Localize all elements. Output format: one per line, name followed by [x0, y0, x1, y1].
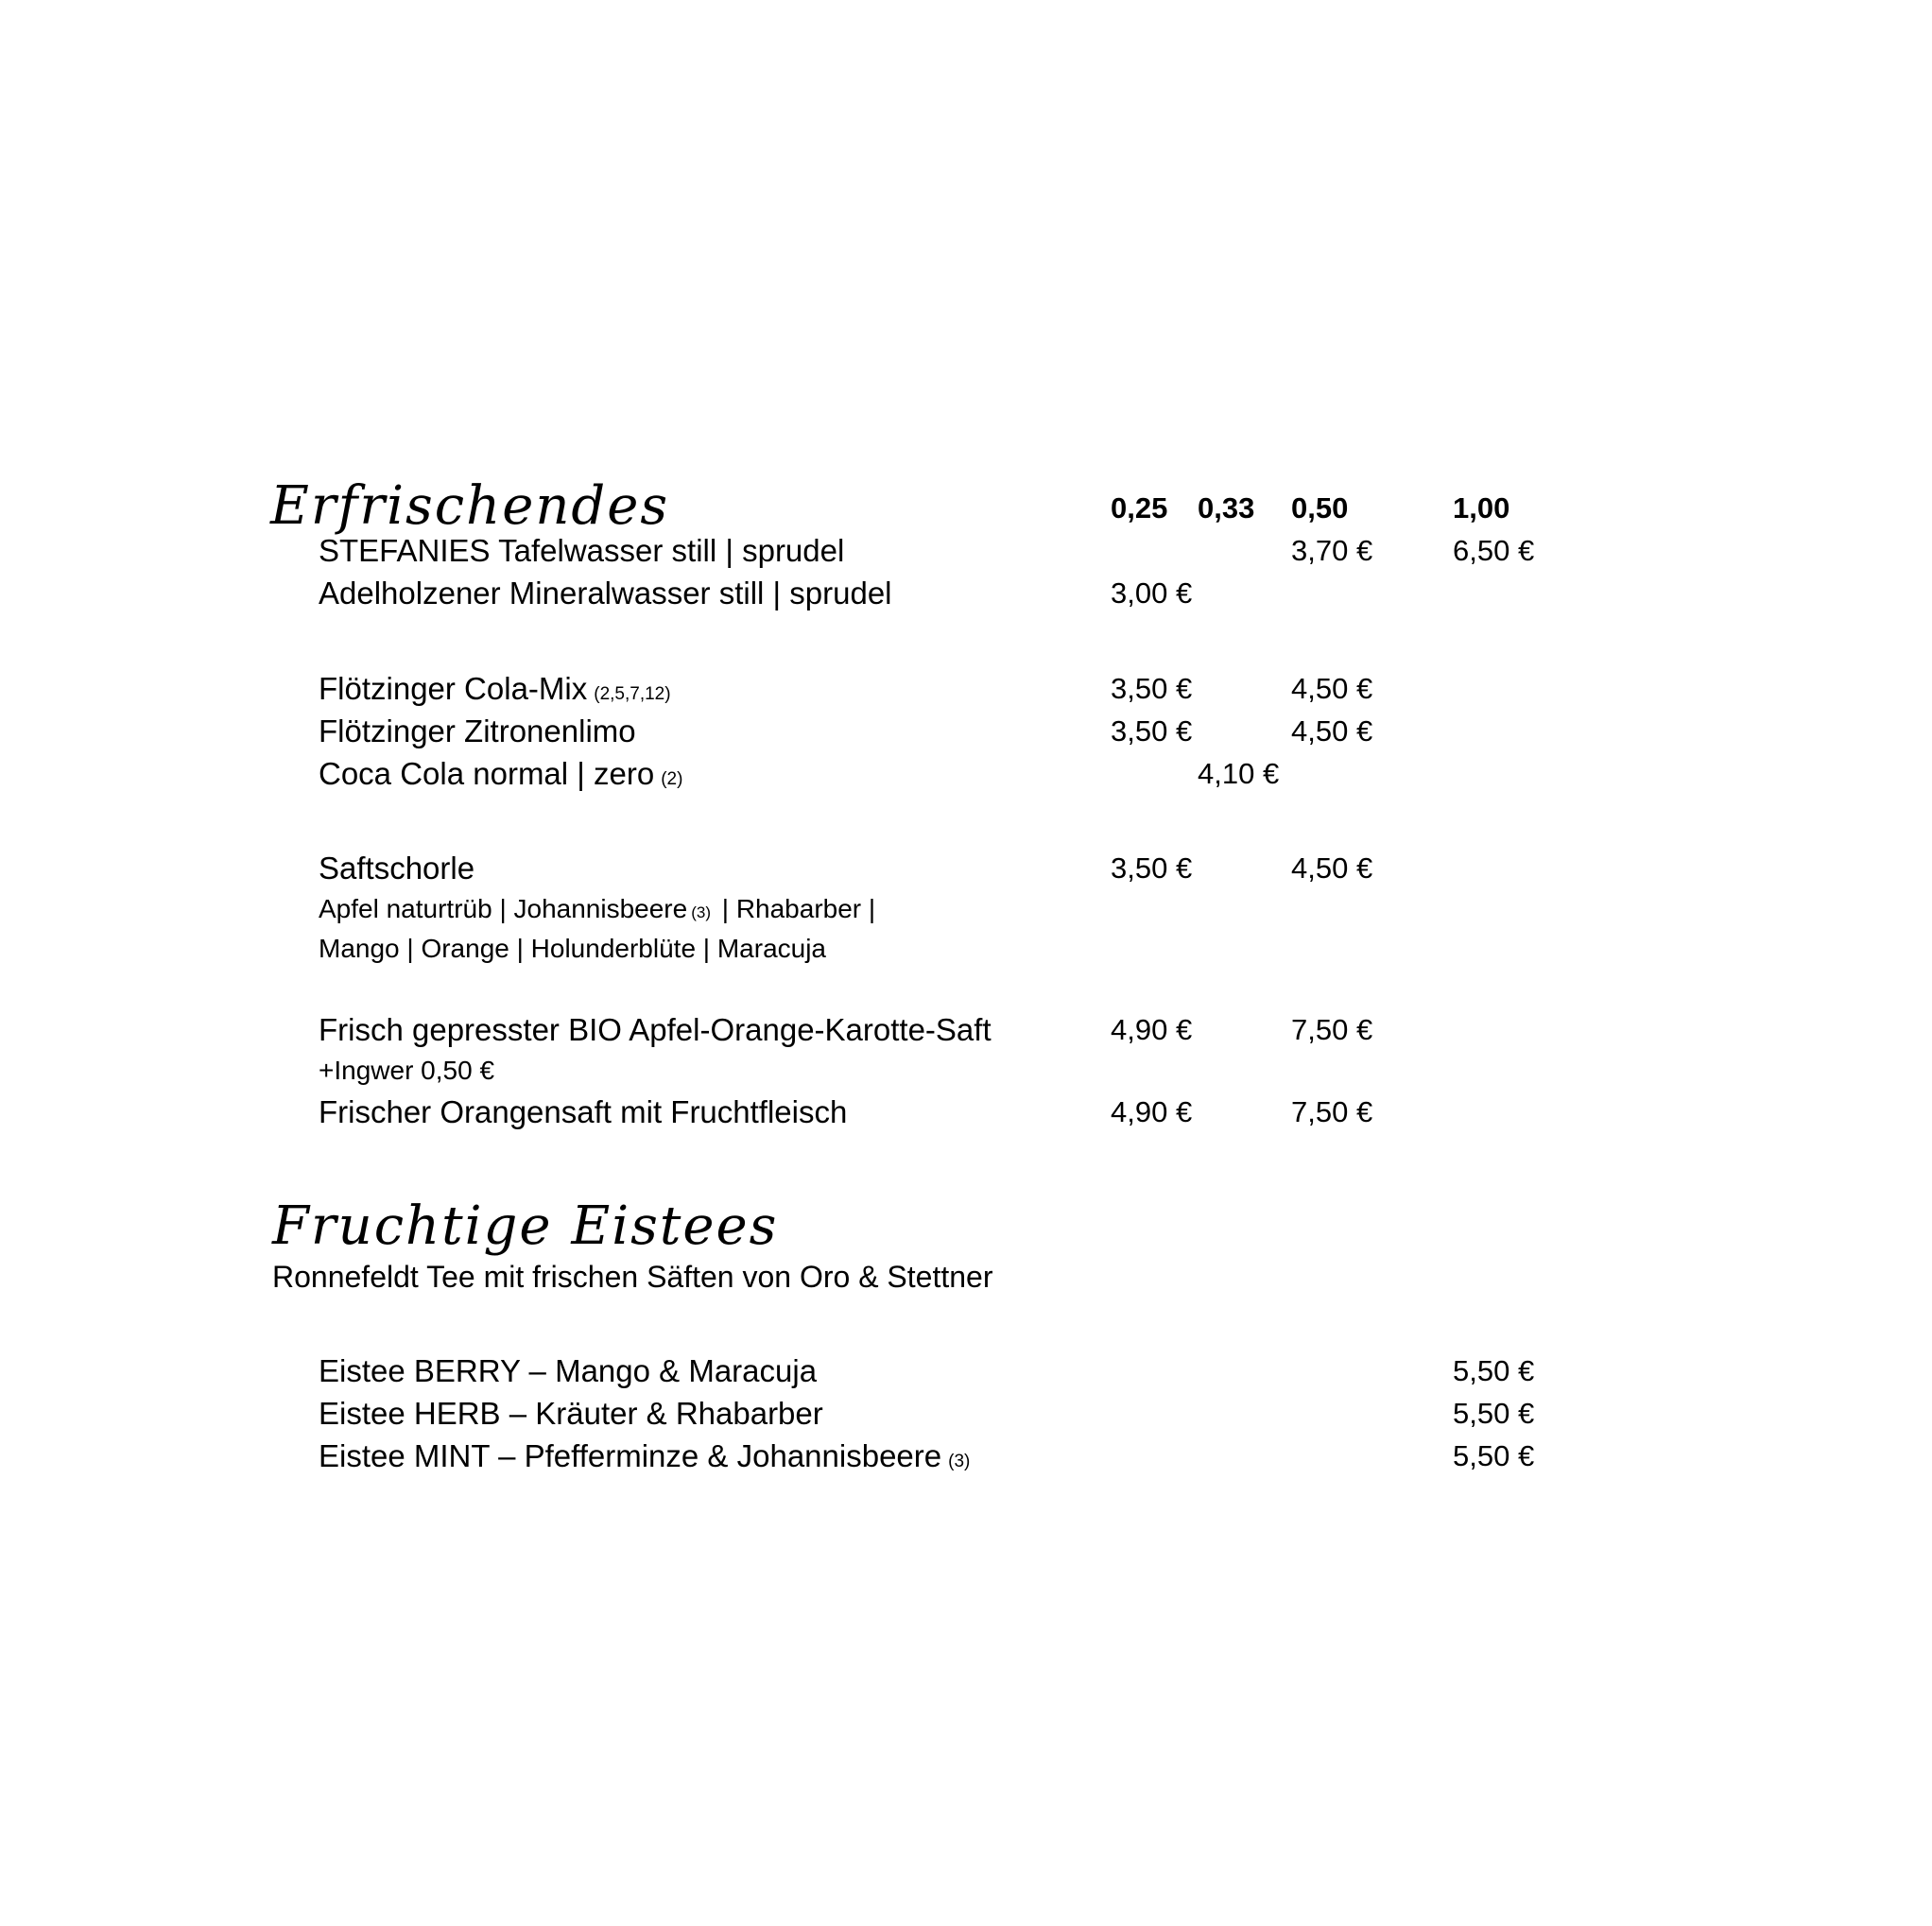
item-price-050: 4,50 € — [1291, 672, 1373, 705]
item-name: Frischer Orangensaft mit Fruchtfleisch — [319, 1094, 848, 1129]
item-name: Eistee HERB – Kräuter & Rhabarber — [319, 1396, 823, 1431]
item-price-100: 5,50 € — [1453, 1397, 1535, 1430]
menu-content — [272, 461, 1662, 1477]
item-price-033: 4,10 € — [1198, 757, 1280, 790]
item-footnote: (3) — [948, 1452, 971, 1471]
menu-item-row — [272, 1350, 1662, 1392]
item-price-050: 4,50 € — [1291, 851, 1373, 885]
item-name: Saftschorle — [319, 851, 475, 886]
menu-item-row — [272, 710, 1662, 752]
section-subtitle-eistees: Ronnefeldt Tee mit frischen Säften von Oro & Stettner — [272, 1260, 993, 1294]
menu-item-row — [272, 1435, 1662, 1477]
item-name: Flötzinger Zitronenlimo — [319, 714, 636, 748]
section-header-erfrischendes — [270, 461, 1662, 537]
item-name: STEFANIES Tafelwasser still | sprudel — [319, 533, 845, 568]
size-header-050: 0,50 — [1291, 491, 1349, 524]
item-footnote: (2) — [661, 769, 683, 789]
menu-item-row — [272, 667, 1662, 710]
section-header-eistees — [272, 1195, 1662, 1298]
item-name — [319, 671, 671, 706]
item-price-050: 4,50 € — [1291, 714, 1373, 748]
item-description — [319, 889, 1662, 929]
item-price-025: 3,00 € — [1111, 576, 1193, 610]
item-name — [319, 1438, 970, 1473]
item-price-100: 5,50 € — [1453, 1439, 1535, 1472]
menu-item-row — [272, 1008, 1662, 1051]
item-name — [319, 756, 682, 791]
item-price-050: 7,50 € — [1291, 1095, 1373, 1128]
item-price-050: 3,70 € — [1291, 534, 1373, 567]
item-name: Eistee BERRY – Mango & Maracuja — [319, 1353, 818, 1388]
item-price-050: 7,50 € — [1291, 1013, 1373, 1046]
menu-item-row — [272, 529, 1662, 572]
item-name: Frisch gepresster BIO Apfel-Orange-Karotte-Saft — [319, 1012, 992, 1047]
item-price-025: 3,50 € — [1111, 672, 1193, 705]
item-price-100: 5,50 € — [1453, 1354, 1535, 1387]
item-name-text: Coca Cola normal | zero — [319, 756, 655, 791]
section-title-eistees: Fruchtige Eistees — [272, 1195, 779, 1257]
item-description-text: | Rhabarber | — [714, 894, 876, 923]
section-title-erfrischendes: Erfrischendes — [270, 475, 670, 537]
item-footnote: (3) — [691, 903, 711, 921]
item-name-text: Flötzinger Cola-Mix — [319, 671, 588, 706]
menu-item-row — [272, 847, 1662, 889]
menu-item-row — [272, 1392, 1662, 1435]
item-price-025: 4,90 € — [1111, 1095, 1193, 1128]
size-header-100: 1,00 — [1453, 491, 1510, 524]
item-price-100: 6,50 € — [1453, 534, 1535, 567]
item-footnote: (2,5,7,12) — [594, 684, 671, 704]
size-header-033: 0,33 — [1198, 491, 1255, 524]
menu-item-row — [272, 1091, 1662, 1133]
size-header-025: 0,25 — [1111, 491, 1168, 524]
item-description: Mango | Orange | Holunderblüte | Maracuja — [319, 934, 827, 963]
menu-item-row — [272, 752, 1662, 795]
item-description-text: Apfel naturtrüb | Johannisbeere — [319, 894, 688, 923]
item-price-025: 3,50 € — [1111, 714, 1193, 748]
item-price-025: 4,90 € — [1111, 1013, 1193, 1046]
item-name: Adelholzener Mineralwasser still | sprudel — [319, 576, 892, 610]
item-name-text: Eistee MINT – Pfefferminze & Johannisbeere — [319, 1438, 942, 1473]
menu-item-row — [272, 572, 1662, 614]
item-description: +Ingwer 0,50 € — [319, 1056, 495, 1085]
item-price-025: 3,50 € — [1111, 851, 1193, 885]
